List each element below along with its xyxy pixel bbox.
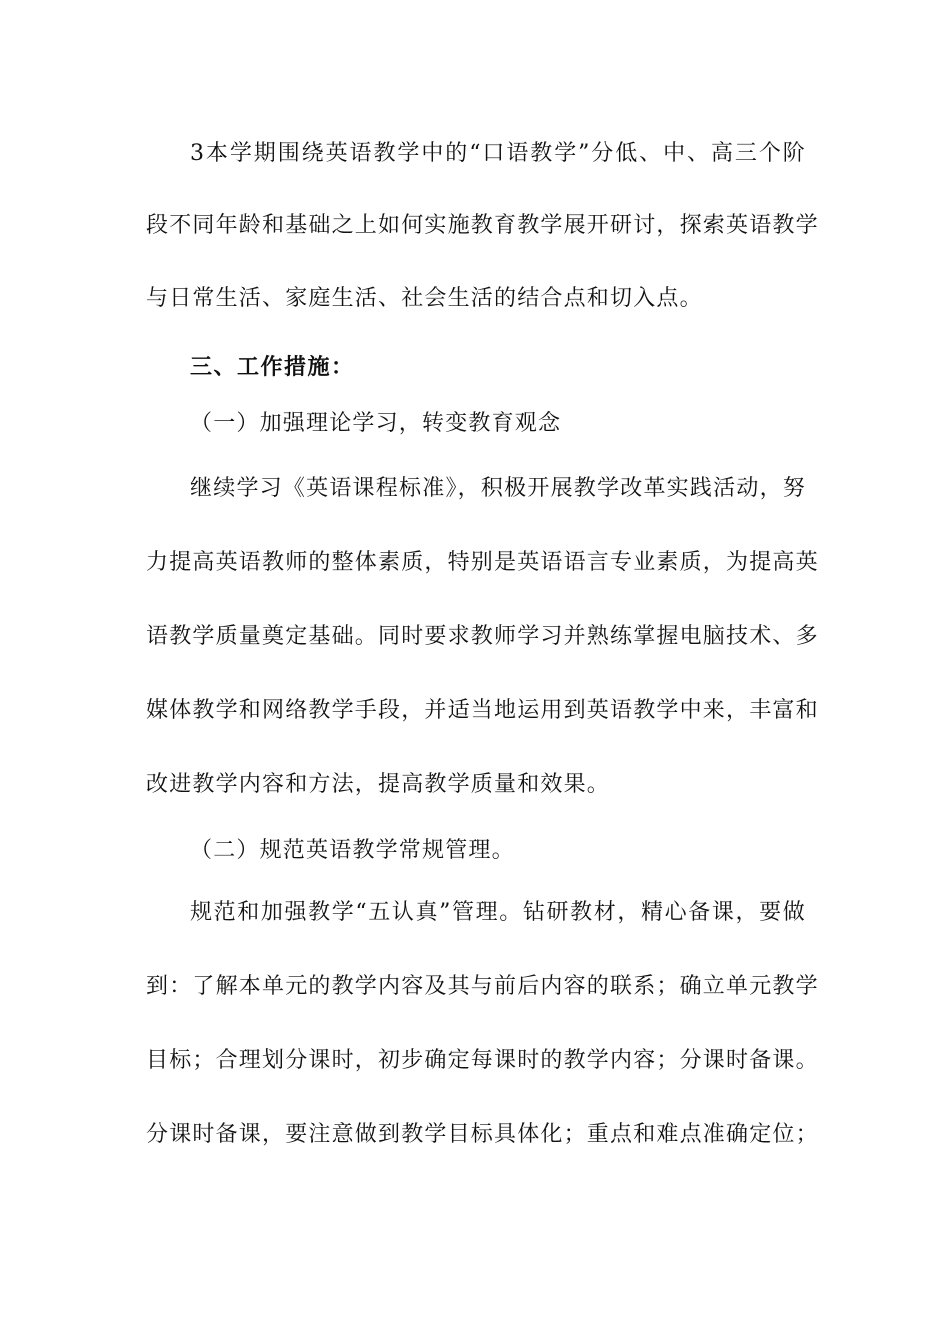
section-heading: 三、工作措施： [190,354,355,380]
subsection-1-line-3: 语教学质量奠定基础。同时要求教师学习并熟练掌握电脑技术、多 [146,624,819,649]
subsection-1-line-5: 改进教学内容和方法，提高教学质量和效果。 [146,772,611,797]
subsection-1-line-2: 力提高英语教师的整体素质，特别是英语语言专业素质，为提高英 [146,550,819,575]
subsection-2-line-1: 规范和加强教学“五认真”管理。钻研教材，精心备课，要做 [190,900,806,925]
paragraph-3-line-3: 与日常生活、家庭生活、社会生活的结合点和切入点。 [146,286,703,311]
subsection-2-line-4: 分课时备课，要注意做到教学目标具体化；重点和难点准确定位； [146,1122,819,1147]
subsection-1-title: （一）加强理论学习，转变教育观念 [190,411,562,436]
subsection-1-line-4: 媒体教学和网络教学手段，并适当地运用到英语教学中来，丰富和 [146,698,819,723]
paragraph-3-line-2: 段不同年龄和基础之上如何实施教育教学展开研讨，探索英语教学 [146,213,819,238]
paragraph-3-line-1: 3本学期围绕英语教学中的“口语教学”分低、中、高三个阶 [190,141,806,166]
subsection-2-title: （二）规范英语教学常规管理。 [190,838,515,863]
subsection-2-line-3: 目标；合理划分课时，初步确定每课时的教学内容；分课时备课。 [146,1048,819,1073]
subsection-1-line-1: 继续学习《英语课程标准》，积极开展教学改革实践活动，努 [190,476,806,501]
subsection-2-line-2: 到：了解本单元的教学内容及其与前后内容的联系；确立单元教学 [146,974,819,999]
